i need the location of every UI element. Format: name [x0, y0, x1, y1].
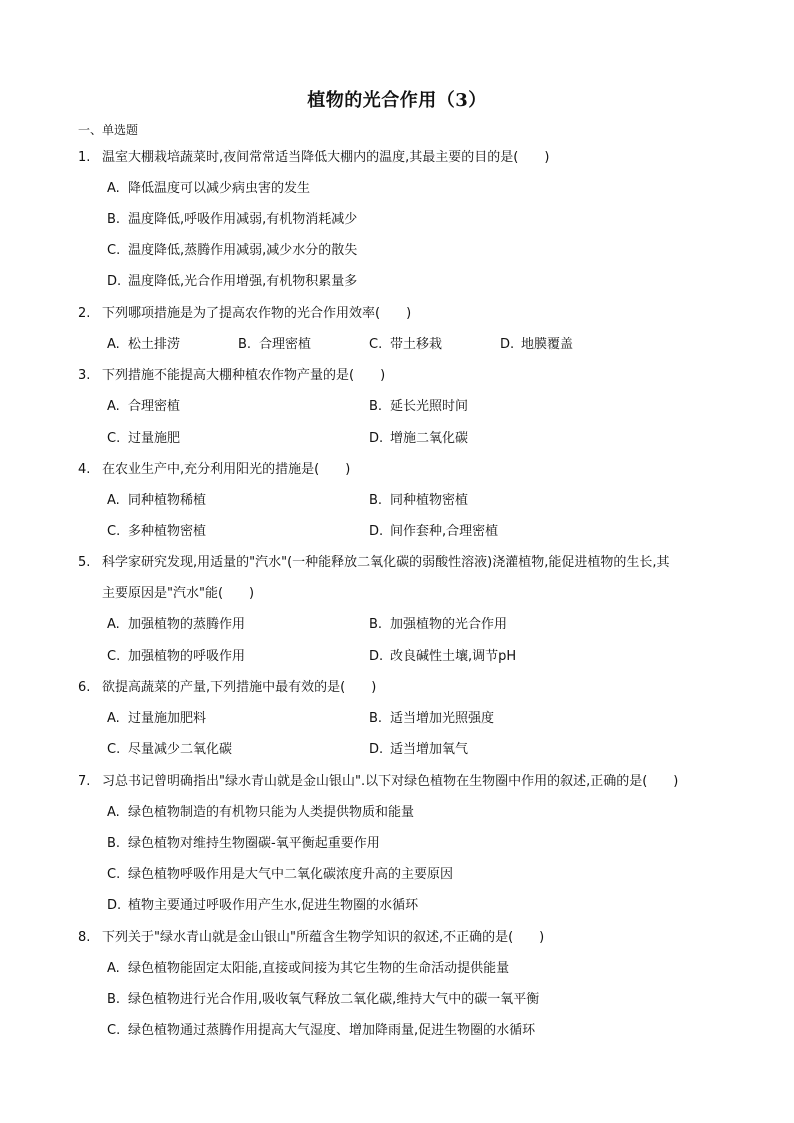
question-stem: 下列哪项措施是为了提高农作物的光合作用效率( ) [102, 306, 412, 321]
option-2a: A. 松土排涝 [107, 337, 181, 352]
question-number: 2. [78, 306, 91, 321]
option-4c: C. 多种植物密植 [107, 524, 207, 539]
question-stem: 温室大棚栽培蔬菜时,夜间常常适当降低大棚内的温度,其最主要的目的是( ) [102, 150, 550, 165]
question-stem: 在农业生产中,充分利用阳光的措施是( ) [102, 462, 351, 477]
question-stem: 欲提高蔬菜的产量,下列措施中最有效的是( ) [102, 680, 377, 695]
option-3b: B. 延长光照时间 [369, 399, 469, 414]
option-1c: C. 温度降低,蒸腾作用减弱,减少水分的散失 [107, 243, 358, 258]
question-1 [78, 146, 549, 165]
question-stem: 下列措施不能提高大棚种植农作物产量的是( ) [102, 368, 386, 383]
question-6 [78, 676, 376, 695]
question-number: 8. [78, 930, 91, 945]
question-number: 7. [78, 774, 91, 789]
option-2c: C. 带土移栽 [369, 337, 443, 352]
question-7 [78, 770, 678, 789]
option-4d: D. 间作套种,合理密植 [369, 524, 499, 539]
option-4a: A. 同种植物稀植 [107, 493, 207, 508]
question-stem: 下列关于"绿水青山就是金山银山"所蕴含生物学知识的叙述,不正确的是( ) [102, 930, 545, 945]
question-stem: 习总书记曾明确指出"绿水青山就是金山银山".以下对绿色植物在生物圈中作用的叙述,正确的是( ) [102, 774, 679, 789]
option-5a: A. 加强植物的蒸腾作用 [107, 617, 246, 632]
option-6d: D. 适当增加氧气 [369, 742, 469, 757]
option-5b: B. 加强植物的光合作用 [369, 617, 508, 632]
question-8 [78, 926, 544, 945]
option-7c: C. 绿色植物呼吸作用是大气中二氧化碳浓度升高的主要原因 [107, 867, 454, 882]
question-number: 6. [78, 680, 91, 695]
question-number: 3. [78, 368, 91, 383]
option-8b: B. 绿色植物进行光合作用,吸收氧气释放二氧化碳,维持大气中的碳一氧平衡 [107, 992, 540, 1007]
option-5c: C. 加强植物的呼吸作用 [107, 649, 246, 664]
option-7a: A. 绿色植物制造的有机物只能为人类提供物质和能量 [107, 805, 415, 820]
section-heading: 一、单选题 [78, 123, 139, 137]
question-4 [78, 458, 350, 477]
option-8a: A. 绿色植物能固定太阳能,直接或间接为其它生物的生命活动提供能量 [107, 961, 510, 976]
question-2 [78, 302, 411, 321]
question-number: 4. [78, 462, 91, 477]
option-2d: D. 地膜覆盖 [500, 337, 574, 352]
option-3a: A. 合理密植 [107, 399, 181, 414]
question-5-stem-continued: 主要原因是"汽水"能( ) [102, 586, 255, 601]
option-2b: B. 合理密植 [238, 337, 312, 352]
option-5d: D. 改良碱性土壤,调节pH [369, 649, 517, 664]
option-8c: C. 绿色植物通过蒸腾作用提高大气湿度、增加降雨量,促进生物圈的水循环 [107, 1023, 536, 1038]
option-1d: D. 温度降低,光合作用增强,有机物积累量多 [107, 274, 358, 289]
option-4b: B. 同种植物密植 [369, 493, 469, 508]
option-3d: D. 增施二氧化碳 [369, 431, 469, 446]
question-number: 5. [78, 555, 91, 570]
option-6b: B. 适当增加光照强度 [369, 711, 495, 726]
option-7b: B. 绿色植物对维持生物圈碳-氧平衡起重要作用 [107, 836, 380, 851]
question-3 [78, 364, 385, 383]
option-6c: C. 尽量减少二氧化碳 [107, 742, 233, 757]
question-number: 1. [78, 150, 91, 165]
option-1a: A. 降低温度可以减少病虫害的发生 [107, 181, 311, 196]
option-1b: B. 温度降低,呼吸作用减弱,有机物消耗减少 [107, 212, 358, 227]
question-5 [78, 551, 670, 570]
question-stem: 科学家研究发现,用适量的"汽水"(一种能释放二氧化碳的弱酸性溶液)浇灌植物,能促进植物的生长,其 [102, 555, 670, 570]
option-3c: C. 过量施肥 [107, 431, 181, 446]
option-7d: D. 植物主要通过呼吸作用产生水,促进生物圈的水循环 [107, 898, 419, 913]
page-title: 植物的光合作用（3） [307, 90, 487, 111]
option-6a: A. 过量施加肥料 [107, 711, 207, 726]
